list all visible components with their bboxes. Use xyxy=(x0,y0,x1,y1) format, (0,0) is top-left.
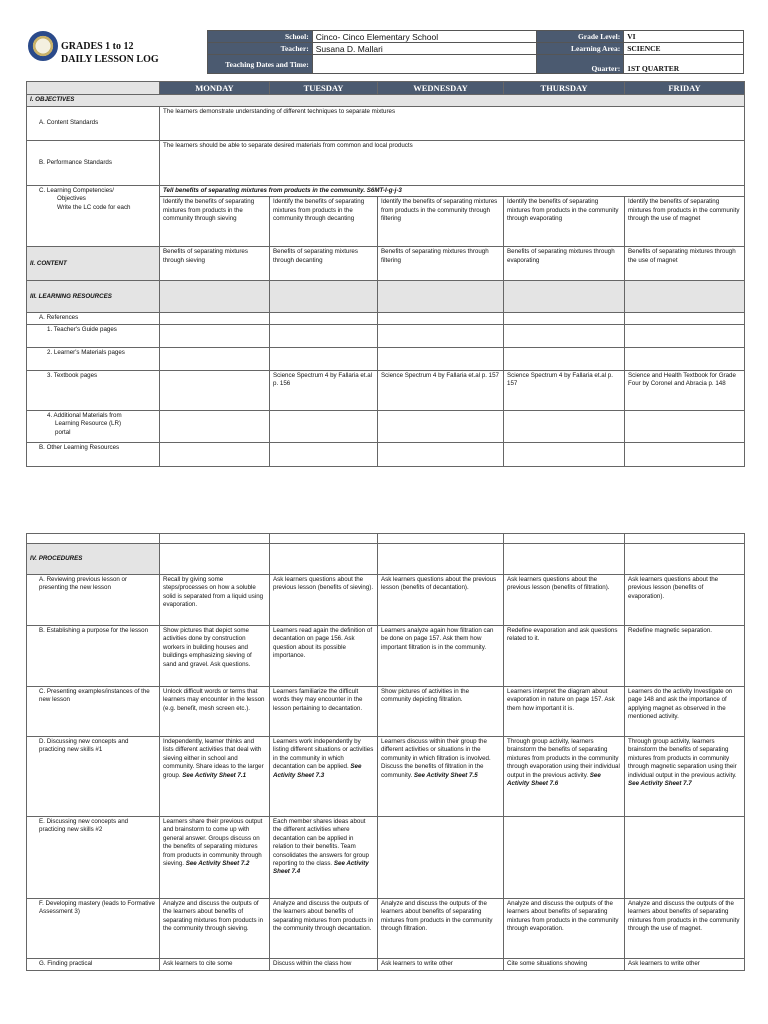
content-cell-friday: Benefits of separating mixtures through the use of magnet xyxy=(625,247,745,281)
procedure-text: Redefine magnetic separation. xyxy=(628,627,712,634)
learning-area-label: Learning Area: xyxy=(537,43,624,55)
content-standards-text: The learners demonstrate understanding of different techniques to separate mixtures xyxy=(160,107,745,141)
procedure-cell-discussing-1-monday xyxy=(160,737,270,817)
content-cell-monday: Benefits of separating mixtures through sieving xyxy=(160,247,270,281)
procedure-label-discussing-2: E. Discussing new concepts and practicing new skills #2 xyxy=(27,817,160,899)
procedure-text: Unlock difficult words or terms that learners may encounter in the lesson (e.g. benefit, mesh screen etc.). xyxy=(163,688,265,712)
procedure-text: Cite some situations showing xyxy=(507,960,588,967)
procedure-row-mastery xyxy=(27,899,745,959)
content-cell-wednesday: Benefits of separating mixtures through filtering xyxy=(378,247,504,281)
grade-level-label: Grade Level: xyxy=(537,31,624,43)
textbook-cell-monday xyxy=(160,370,270,410)
additional-line2: Learning Resource (LR) xyxy=(55,420,122,428)
performance-standards-text: The learners should be able to separate desired materials from common and local products xyxy=(160,141,745,186)
textbook-pages-label: 3. Textbook pages xyxy=(27,370,160,410)
procedure-cell-presenting-monday xyxy=(160,687,270,737)
other-cell xyxy=(625,442,745,466)
procedure-cell-mastery-tuesday xyxy=(270,899,378,959)
procedure-text: Learners do the activity Investigate on page 148 and ask the importance of applying magnet as observed in the mentioned activity. xyxy=(628,688,733,721)
procedure-text: Ask learners to cite some xyxy=(163,960,233,967)
teacher-value: Susana D. Mallari xyxy=(312,43,537,55)
lc-label-line1: C. Learning Competencies/ xyxy=(39,187,114,194)
procedure-cell-discussing-2-tuesday xyxy=(270,817,378,899)
procedure-text: Through group activity, learners brainstorm the benefits of separating mixtures from products in community through magnetic separation using their individual output in the previous activity. xyxy=(628,738,737,779)
blank-cell xyxy=(270,534,378,544)
other-cell xyxy=(160,442,270,466)
procedure-cell-discussing-2-monday xyxy=(160,817,270,899)
lc-label-line2: Objectives xyxy=(57,195,86,203)
procedure-text: Learners discuss within their group the different activities or situations in the community in which filtration is involved. Discuss the benefits of filtration in the community. xyxy=(381,738,491,779)
procedure-text: Learners interpret the diagram about evaporation in nature on page 157. Ask them how important it is. xyxy=(507,688,615,712)
procedure-text: Learners analyze again how filtration can be done on page 157. Ask them how important filtration is in the community. xyxy=(381,627,494,651)
procedure-text: Learners read again the definition of decantation on page 156. Ask question about its possible importance. xyxy=(273,627,373,660)
activity-sheet-ref: See Activity Sheet 7.6 xyxy=(507,771,601,788)
procedure-cell-presenting-tuesday xyxy=(270,687,378,737)
procedure-text: Independently, learner thinks and lists different activities that deal with sieving either in school and community. Share ideas to the larger group. xyxy=(163,738,264,779)
procedure-cell-practical-monday xyxy=(160,959,270,971)
procedure-text: Learners share their previous output and brainstorm to come up with general answer. Groups discuss on the benefits of separating mixtures from products in community through sieving. xyxy=(163,818,263,868)
procedure-cell-purpose-wednesday xyxy=(378,626,504,687)
day-wednesday: WEDNESDAY xyxy=(378,82,504,95)
procedure-text: Recall by giving some steps/processes on how a soluble solid is separated from a liquid using evaporation. xyxy=(163,576,264,609)
additional-cell xyxy=(270,410,378,442)
procedure-text: Each member shares ideas about the different activities where decantation can be applied in relation to their benefits. Team consolidates the answers for group reporting to the class. xyxy=(273,818,369,868)
lm-cell xyxy=(160,347,270,370)
activity-sheet-ref: See Activity Sheet 7.3 xyxy=(273,763,362,779)
blank-cell xyxy=(378,534,504,544)
lc-cell-monday: Identify the benefits of separating mixtures from products in the community through sieving xyxy=(160,197,270,247)
blank-cell xyxy=(27,534,160,544)
procedure-cell-practical-wednesday xyxy=(378,959,504,971)
procedure-text: Analyze and discuss the outputs of the learners about benefits of separating mixtures from products in the community through evaporation. xyxy=(507,900,619,933)
lm-cell xyxy=(504,347,625,370)
title-grades: GRADES 1 to 12 xyxy=(61,41,134,52)
procedure-cell-presenting-wednesday xyxy=(378,687,504,737)
references-cell xyxy=(270,313,378,324)
day-monday: MONDAY xyxy=(160,82,270,95)
content-cell-tuesday: Benefits of separating mixtures through decanting xyxy=(270,247,378,281)
procedure-text: Analyze and discuss the outputs of the learners about benefits of separating mixtures from products in the community through decantation. xyxy=(273,900,374,933)
procedure-label-reviewing: A. Reviewing previous lesson or presenting the new lesson xyxy=(27,575,160,626)
grade-level-value: VI xyxy=(624,31,744,43)
lc-label-line3: Write the LC code for each xyxy=(57,203,131,211)
procedure-cell-mastery-friday xyxy=(625,899,745,959)
procedure-row-reviewing xyxy=(27,575,745,626)
procedure-cell-discussing-1-thursday xyxy=(504,737,625,817)
procedures-cell xyxy=(270,544,378,575)
procedure-cell-mastery-wednesday xyxy=(378,899,504,959)
lm-cell xyxy=(270,347,378,370)
procedure-cell-presenting-friday xyxy=(625,687,745,737)
tg-cell xyxy=(160,324,270,347)
tg-cell xyxy=(270,324,378,347)
references-cell xyxy=(625,313,745,324)
textbook-cell-thursday: Science Spectrum 4 by Fallaria et.al p. 157 xyxy=(504,370,625,410)
resources-cell xyxy=(625,281,745,313)
procedure-cell-reviewing-wednesday xyxy=(378,575,504,626)
procedures-heading: IV. PROCEDURES xyxy=(27,544,160,575)
procedure-text: Discuss within the class how xyxy=(273,960,352,967)
references-cell xyxy=(378,313,504,324)
procedure-text: Ask learners questions about the previous lesson (benefits of filtration). xyxy=(507,576,610,592)
document-title xyxy=(61,40,159,66)
procedure-row-discussing-1 xyxy=(27,737,745,817)
additional-line3: portal xyxy=(55,428,71,436)
procedures-cell xyxy=(160,544,270,575)
deped-seal-logo xyxy=(28,31,58,61)
performance-standards-label: B. Performance Standards xyxy=(27,141,160,186)
procedure-text: Through group activity, learners brainstorm the benefits of separating mixtures from products in the community through evaporation using their individual output in the previous activity. xyxy=(507,738,620,779)
references-cell xyxy=(504,313,625,324)
procedure-cell-mastery-thursday xyxy=(504,899,625,959)
procedure-row-presenting xyxy=(27,687,745,737)
tg-cell xyxy=(504,324,625,347)
teachers-guide-label: 1. Teacher's Guide pages xyxy=(27,324,160,347)
procedure-text: Ask learners questions about the previous lesson (benefits of sieving). xyxy=(273,576,374,592)
procedure-row-practical xyxy=(27,959,745,971)
procedure-cell-reviewing-thursday xyxy=(504,575,625,626)
procedure-text: Ask learners to write other xyxy=(381,960,453,967)
procedure-text: Analyze and discuss the outputs of the learners about benefits of separating mixtures from products in the community through sieving. xyxy=(163,900,264,933)
activity-sheet-ref: See Activity Sheet 7.4 xyxy=(273,860,369,876)
tg-cell xyxy=(378,324,504,347)
procedure-cell-discussing-1-friday xyxy=(625,737,745,817)
other-cell xyxy=(378,442,504,466)
textbook-cell-wednesday: Science Spectrum 4 by Fallaria et.al p. 157 xyxy=(378,370,504,410)
learning-competencies-label xyxy=(27,186,160,247)
procedure-label-discussing-1: D. Discussing new concepts and practicing new skills #1 xyxy=(27,737,160,817)
additional-line1: 4. Additional Materials from xyxy=(47,411,122,419)
references-cell xyxy=(160,313,270,324)
activity-sheet-ref: See Activity Sheet 7.7 xyxy=(628,780,692,788)
teacher-label: Teacher: xyxy=(208,43,313,55)
school-value: Cinco- Cinco Elementary School xyxy=(312,31,537,43)
references-label: A. References xyxy=(27,313,160,324)
procedure-cell-discussing-2-thursday xyxy=(504,817,625,899)
procedure-cell-purpose-tuesday xyxy=(270,626,378,687)
procedure-cell-mastery-monday xyxy=(160,899,270,959)
additional-cell xyxy=(160,410,270,442)
procedure-cell-purpose-monday xyxy=(160,626,270,687)
title-dll: DAILY LESSON LOG xyxy=(61,54,159,65)
activity-sheet-ref: See Activity Sheet 7.2 xyxy=(185,860,250,868)
lc-cell-friday: Identify the benefits of separating mixtures from products in the community through the use of magnet xyxy=(625,197,745,247)
content-standards-label: A. Content Standards xyxy=(27,107,160,141)
header-info-table xyxy=(207,30,744,74)
blank-cell xyxy=(504,534,625,544)
procedure-label-purpose: B. Establishing a purpose for the lesson xyxy=(27,626,160,687)
procedure-text: Ask learners to write other xyxy=(628,960,700,967)
procedure-row-discussing-2 xyxy=(27,817,745,899)
procedure-text: Show pictures of activities in the community depicting filtration. xyxy=(381,688,470,704)
procedure-row-purpose xyxy=(27,626,745,687)
procedure-label-presenting: C. Presenting examples/instances of the new lesson xyxy=(27,687,160,737)
learning-area-value: SCIENCE xyxy=(624,43,744,55)
learning-resources-heading: III. LEARNING RESOURCES xyxy=(27,281,160,313)
lc-cell-tuesday: Identify the benefits of separating mixtures from products in the community through decanting xyxy=(270,197,378,247)
school-label: School: xyxy=(208,31,313,43)
procedures-cell xyxy=(625,544,745,575)
procedure-cell-practical-tuesday xyxy=(270,959,378,971)
procedure-text: Analyze and discuss the outputs of the learners about benefits of separating mixtures from products in the community through filtration. xyxy=(381,900,493,933)
tg-cell xyxy=(625,324,745,347)
procedure-cell-discussing-1-tuesday xyxy=(270,737,378,817)
procedure-cell-discussing-2-wednesday xyxy=(378,817,504,899)
procedure-cell-purpose-thursday xyxy=(504,626,625,687)
lc-cell-thursday: Identify the benefits of separating mixtures from products in the community through evaporating xyxy=(504,197,625,247)
procedures-cell xyxy=(504,544,625,575)
procedure-cell-practical-thursday xyxy=(504,959,625,971)
lm-cell xyxy=(625,347,745,370)
activity-sheet-ref: See Activity Sheet 7.1 xyxy=(182,771,247,779)
content-heading: II. CONTENT xyxy=(27,247,160,281)
procedure-cell-discussing-2-friday xyxy=(625,817,745,899)
lm-cell xyxy=(378,347,504,370)
content-cell-thursday: Benefits of separating mixtures through evaporating xyxy=(504,247,625,281)
quarter-label: Quarter: xyxy=(537,55,624,74)
procedure-text: Learners familiarize the difficult words they may encounter in the lesson pertaining to decantation. xyxy=(273,688,363,712)
procedure-cell-practical-friday xyxy=(625,959,745,971)
resources-cell xyxy=(378,281,504,313)
procedure-label-practical: G. Finding practical xyxy=(27,959,160,971)
other-cell xyxy=(270,442,378,466)
learners-materials-label: 2. Learner's Materials pages xyxy=(27,347,160,370)
resources-cell xyxy=(504,281,625,313)
page-header xyxy=(25,30,744,72)
procedure-cell-reviewing-monday xyxy=(160,575,270,626)
textbook-cell-tuesday: Science Spectrum 4 by Fallaria et.al p. 156 xyxy=(270,370,378,410)
day-header-row xyxy=(27,82,745,95)
quarter-value: 1ST QUARTER xyxy=(624,55,744,74)
lc-code-header: Tell benefits of separating mixtures from products in the community. S6MT-I-g-j-3 xyxy=(160,186,745,197)
resources-cell xyxy=(270,281,378,313)
procedures-body xyxy=(27,575,745,971)
resources-cell xyxy=(160,281,270,313)
day-thursday: THURSDAY xyxy=(504,82,625,95)
lesson-table-part1 xyxy=(26,81,745,467)
procedure-cell-reviewing-tuesday xyxy=(270,575,378,626)
procedures-cell xyxy=(378,544,504,575)
additional-materials-label xyxy=(27,410,160,442)
other-resources-label: B. Other Learning Resources xyxy=(27,442,160,466)
additional-cell xyxy=(378,410,504,442)
procedure-label-mastery: F. Developing mastery (leads to Formative Assessment 3) xyxy=(27,899,160,959)
procedure-text: Show pictures that depict some activities done by construction workers in building houses and buildings emphasizing sieving of sand and gravel. Ask questions. xyxy=(163,627,252,668)
procedure-cell-purpose-friday xyxy=(625,626,745,687)
teaching-dates-label: Teaching Dates and Time: xyxy=(208,55,313,74)
additional-cell xyxy=(625,410,745,442)
blank-cell xyxy=(625,534,745,544)
textbook-cell-friday: Science and Health Textbook for Grade Four by Coronel and Abracia p. 148 xyxy=(625,370,745,410)
procedure-text: Analyze and discuss the outputs of the learners about benefits of separating mixtures from products in the community through the use of magnet. xyxy=(628,900,740,933)
procedure-text: Ask learners questions about the previous lesson (benefits of evaporation). xyxy=(628,576,719,600)
activity-sheet-ref: See Activity Sheet 7.5 xyxy=(413,771,478,779)
lc-cell-wednesday: Identify the benefits of separating mixtures from products in the community through filtering xyxy=(378,197,504,247)
procedure-text: Learners work independently by listing different situations or activities in the community in which decantation can be applied. xyxy=(273,738,374,771)
procedure-cell-reviewing-friday xyxy=(625,575,745,626)
day-tuesday: TUESDAY xyxy=(270,82,378,95)
day-friday: FRIDAY xyxy=(625,82,745,95)
additional-cell xyxy=(504,410,625,442)
procedure-text: Ask learners questions about the previous lesson (benefits of decantation). xyxy=(381,576,497,592)
procedure-text: Redefine evaporation and ask questions related to it. xyxy=(507,627,618,643)
procedure-cell-discussing-1-wednesday xyxy=(378,737,504,817)
other-cell xyxy=(504,442,625,466)
corner-cell xyxy=(27,82,160,95)
blank-cell xyxy=(160,534,270,544)
objectives-heading: I. OBJECTIVES xyxy=(27,95,745,107)
lesson-table-part2 xyxy=(26,533,745,971)
teaching-dates-value xyxy=(312,55,537,74)
procedure-cell-presenting-thursday xyxy=(504,687,625,737)
